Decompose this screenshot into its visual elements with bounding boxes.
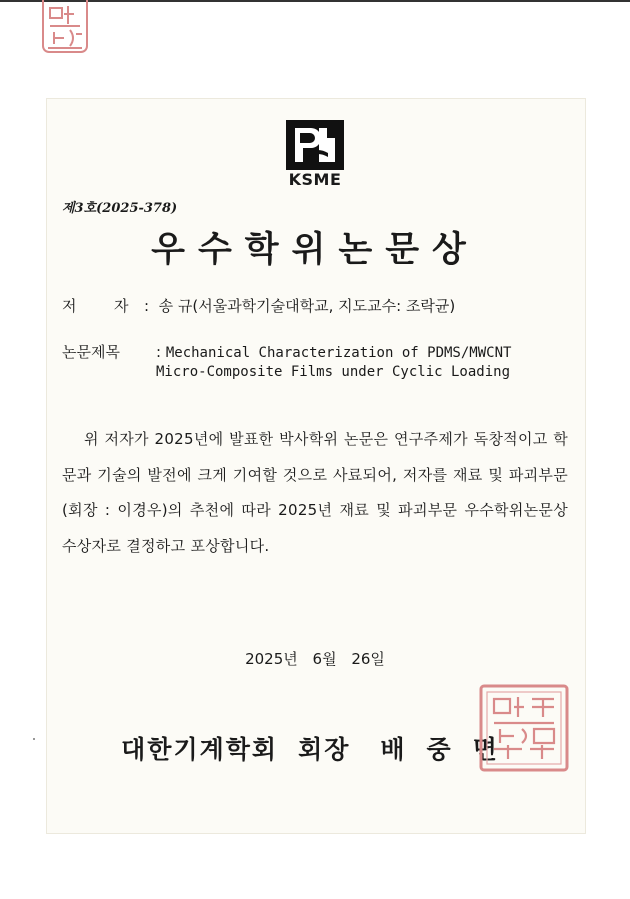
award-title: 우수학위논문상 [151,230,479,270]
author-value: 송 규(서울과학기술대학교, 지도교수: 조락균) [158,297,456,315]
author-label [62,295,144,316]
paper-title-label: 논문제목 [62,343,120,361]
paper-title-row [62,341,511,362]
top-border-line [0,0,630,2]
stray-mark [33,738,35,740]
author-label-char-2: 자 [114,297,129,315]
author-label-char-1: 저 [62,297,77,315]
author-row [62,295,455,316]
paper-title-separator: : [156,343,162,361]
paper-title-line-1: Mechanical Characterization of PDMS/MWCNT [165,345,512,361]
signer-name-char: 중 [426,735,453,764]
signer-position: 회장 [298,735,351,764]
signer-organization: 대한기계학회 [121,735,279,764]
certificate-number: 제3호(2025-378) [62,201,178,216]
top-seal-stamp [40,0,90,58]
official-seal-stamp [478,683,570,773]
paper-title-line-2: Micro-Composite Films under Cyclic Loading [156,364,511,380]
signer-name-char: 면 [472,735,499,764]
award-date: 2025년 6월 26일 [245,650,385,668]
ksme-logo-text: KSME [288,170,342,189]
author-separator: : [144,297,150,315]
citation-body-text: 위 저자가 2025년에 발표한 박사학위 논문은 연구주제가 독창적이고 학문과 기술의 발전에 크게 기여할 것으로 사료되어, 저자를 재료 및 파괴부문(회장 : 이경우)의 추천에 따라 2025년 재료 및 파괴부문 우수학위논문상 수상자로 결정하고 포상합니다. [62,430,568,555]
ksme-logo-mark [286,120,344,170]
signer-name-char: 배 [380,735,407,764]
ksme-logo [280,120,350,188]
